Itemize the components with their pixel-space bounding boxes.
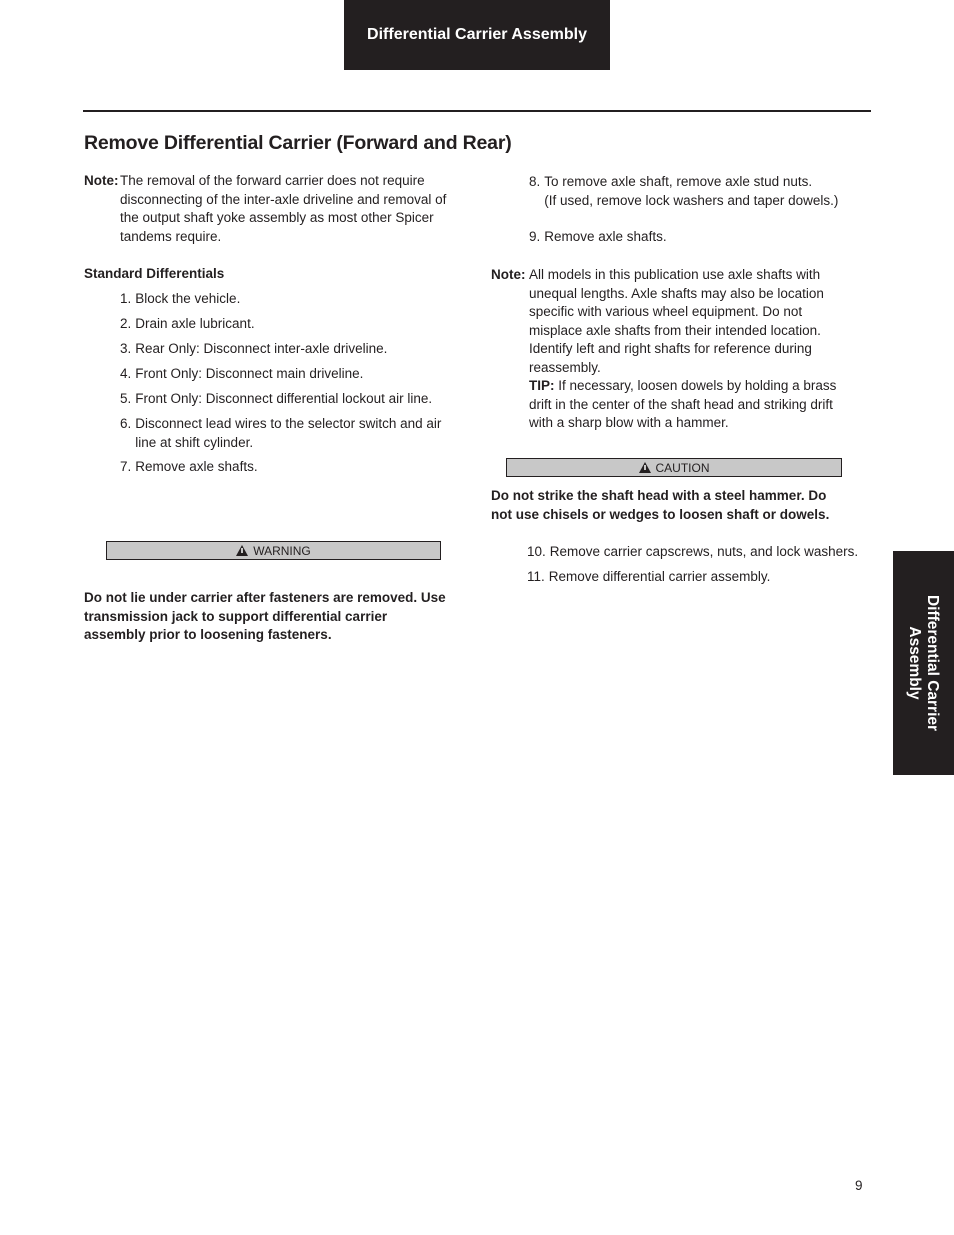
left-note-text: The removal of the forward carrier does not require disconnecting of the inter-axle driveline and removal of the output shaft yoke assembly as most other Spicer tandems require. <box>120 173 447 244</box>
side-section-tab <box>893 551 954 775</box>
step-8-subtext: (If used, remove lock washers and taper dowels.) <box>544 192 839 208</box>
right-note-text: All models in this publication use axle shafts with unequal lengths. Axle shafts may also be location specific with various wheel equipment. Do not misplace axle shafts from their intended location. Identify left and right shafts for reference during reassembly. <box>529 267 824 375</box>
step-number: 4. <box>120 366 132 381</box>
step-text: Front Only: Disconnect main driveline. <box>135 366 364 381</box>
step-4 <box>120 365 460 384</box>
step-text: Remove axle shafts. <box>544 229 667 244</box>
header-tab <box>344 0 610 70</box>
right-note <box>491 266 857 377</box>
step-number: 11. <box>527 569 545 584</box>
step-1 <box>120 290 460 309</box>
step-text: Disconnect lead wires to the selector switch and air line at shift cylinder. <box>135 416 442 450</box>
step-8-text: To remove axle shaft, remove axle stud nuts. <box>544 174 813 189</box>
step-7 <box>120 458 460 477</box>
step-text: Rear Only: Disconnect inter-axle driveline. <box>135 341 388 356</box>
step-number: 9. <box>529 229 541 244</box>
step-5 <box>120 390 460 409</box>
left-note-label: Note: <box>84 173 119 188</box>
step-text: Drain axle lubricant. <box>135 316 255 331</box>
tip <box>529 377 839 433</box>
step-text: Remove carrier capscrews, nuts, and lock washers. <box>549 544 859 559</box>
section-title: Remove Differential Carrier (Forward and Rear) <box>84 132 512 154</box>
step-6 <box>120 415 450 452</box>
step-text: Block the vehicle. <box>135 291 241 306</box>
step-text: Front Only: Disconnect differential lockout air line. <box>135 391 433 406</box>
caution-banner <box>506 458 842 477</box>
header-tab-label: Differential Carrier Assembly <box>367 25 587 43</box>
warning-icon <box>236 545 248 556</box>
step-2 <box>120 315 460 334</box>
side-tab-label: Differential Carrier Assembly <box>906 594 941 732</box>
step-3 <box>120 340 460 359</box>
step-10 <box>527 543 862 562</box>
caution-text: Do not strike the shaft head with a steel hammer. Do not use chisels or wedges to loosen shaft or dowels. <box>491 488 830 522</box>
left-note <box>84 172 464 246</box>
caution-label: CAUTION <box>655 460 710 475</box>
step-9 <box>529 228 859 247</box>
caution-icon <box>639 462 651 473</box>
page-number: 9 <box>855 1178 863 1193</box>
step-number: 10. <box>527 544 546 559</box>
step-number: 1. <box>120 291 132 306</box>
warning-banner <box>106 541 441 560</box>
step-number: 7. <box>120 459 132 474</box>
step-text <box>544 173 859 210</box>
right-note-label: Note: <box>491 267 526 282</box>
header-rule <box>83 110 871 112</box>
step-number: 6. <box>120 416 132 431</box>
tip-paragraph <box>529 377 839 433</box>
tip-label: TIP: <box>529 378 555 393</box>
step-11 <box>527 568 862 587</box>
standard-differentials-heading: Standard Differentials <box>84 266 225 281</box>
warning-label: WARNING <box>253 543 311 558</box>
tip-text: If necessary, loosen dowels by holding a brass drift in the center of the shaft head and striking drift with a sharp blow with a hammer. <box>529 378 837 430</box>
step-text: Remove axle shafts. <box>135 459 258 474</box>
step-number: 8. <box>529 174 541 189</box>
step-number: 5. <box>120 391 132 406</box>
step-number: 2. <box>120 316 132 331</box>
step-text: Remove differential carrier assembly. <box>548 569 771 584</box>
step-number: 3. <box>120 341 132 356</box>
step-8 <box>529 173 859 210</box>
warning-text: Do not lie under carrier after fasteners are removed. Use transmission jack to support differential carrier assembly prior to loosening fasteners. <box>84 590 446 642</box>
